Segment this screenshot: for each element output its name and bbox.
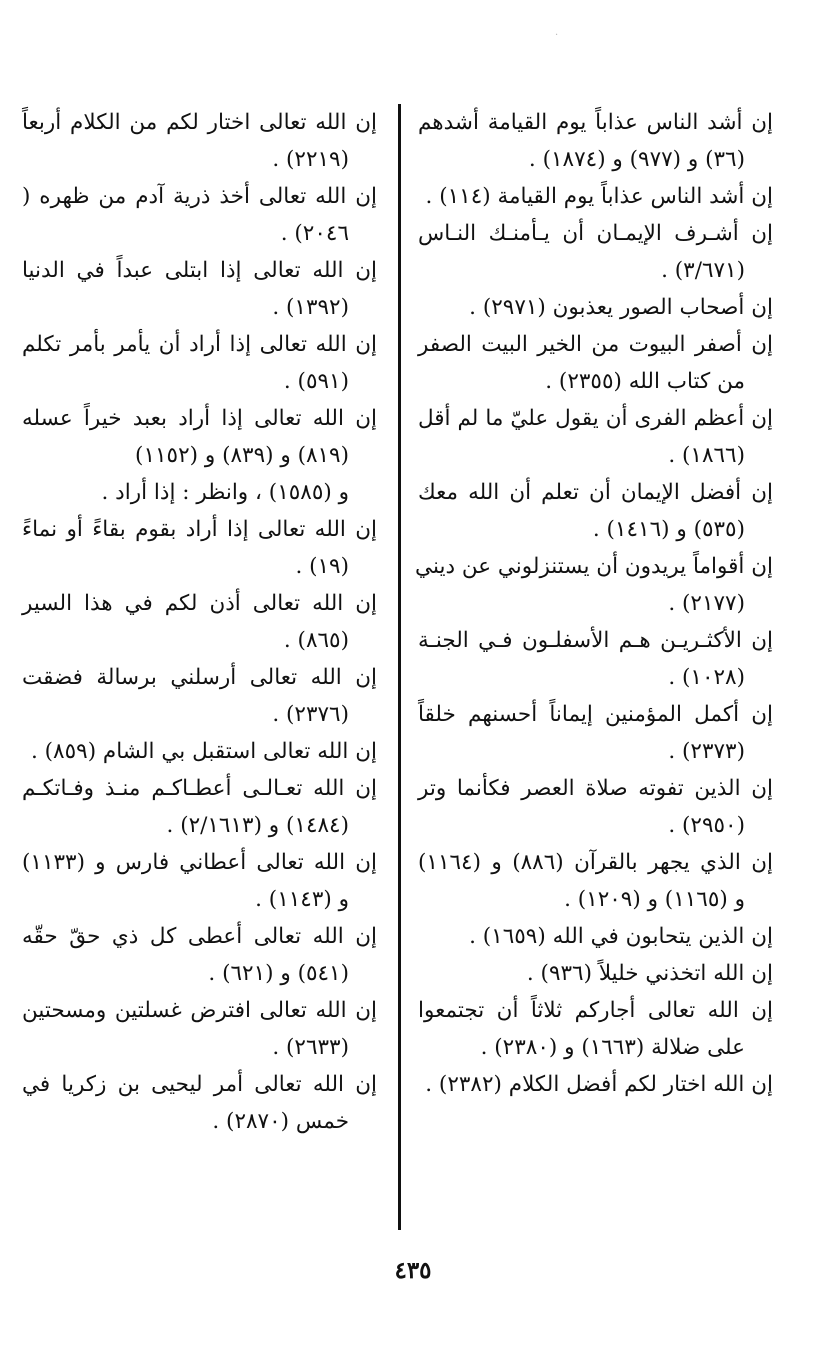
index-entry xyxy=(418,289,773,326)
column-divider xyxy=(398,104,401,1230)
entry-text: إن أشـرف الإيمـان أن يـأمنـك النـاس xyxy=(418,221,773,246)
index-entry xyxy=(418,770,773,844)
index-entry xyxy=(418,104,773,178)
index-entry xyxy=(22,326,377,400)
entry-text: إن الله تعالى إذا أراد بعبد خيراً عسله xyxy=(22,406,377,431)
page-number: ٤٣٥ xyxy=(394,1257,432,1284)
entry-text: إن الله تعالى إذا ابتلى عبداً في الدنيا xyxy=(22,258,377,283)
entry-reference: (١٣٩٢) . xyxy=(272,295,349,320)
entry-text: إن الله تعالى اختار لكم من الكلام أربعاً xyxy=(22,110,377,135)
index-entry xyxy=(22,918,377,992)
entry-reference: و (١٥٨٥) ، وانظر : إذا أراد . xyxy=(101,480,349,505)
entry-reference: (١٩) . xyxy=(295,554,349,579)
entry-text: إن أعظم الفرى أن يقول عليّ ما لم أقل xyxy=(418,406,773,431)
entry-text: إن الذي يجهر بالقرآن (٨٨٦) و (١١٦٤) xyxy=(418,850,773,875)
entry-reference: (٨٦٥) . xyxy=(283,628,349,653)
entry-reference: (٥٤١) و (٦٢١) . xyxy=(208,961,349,986)
index-entry xyxy=(418,955,773,992)
index-entry xyxy=(22,1066,377,1140)
entry-text: إن الله تعالى أرسلني برسالة فضقت xyxy=(22,665,377,690)
index-entry xyxy=(22,585,377,659)
entry-text: إن الله اختار لكم أفضل الكلام (٢٣٨٢) . xyxy=(425,1072,773,1097)
entry-reference: (١٤٨٤) و (٢/١٦١٣) . xyxy=(166,813,349,838)
entry-text: إن الله تعالى أخذ ذرية آدم من ظهره ( xyxy=(22,184,377,209)
entry-reference: (٢٢١٩) . xyxy=(272,147,349,172)
entry-text: إن الله تعالى أذن لكم في هذا السير xyxy=(22,591,377,616)
index-column-right xyxy=(415,104,773,1103)
entry-reference: و (١١٤٣) . xyxy=(255,887,349,912)
index-entry xyxy=(22,104,377,178)
index-entry xyxy=(22,992,377,1066)
entry-text: إن أشد الناس عذاباً يوم القيامة (١١٤) . xyxy=(425,184,773,209)
entry-text: إن أصفر البيوت من الخير البيت الصفر xyxy=(418,332,773,357)
index-column-left xyxy=(22,104,377,1140)
index-entry xyxy=(418,215,773,289)
entry-text: إن الله تعالى إذا أراد أن يأمر بأمر تكلم xyxy=(22,332,377,357)
top-mark: · xyxy=(555,30,559,41)
entry-text: إن الله تعالى أعطى كل ذي حقّ حقّه xyxy=(22,924,377,949)
index-entry xyxy=(418,622,773,696)
index-entry xyxy=(22,733,377,770)
entry-text: إن أقواماً يريدون أن يستنزلوني عن ديني xyxy=(415,554,773,579)
entry-reference: (٢٩٥٠) . xyxy=(668,813,745,838)
index-entry xyxy=(418,474,773,548)
entry-reference: ٢٠٤٦) . xyxy=(280,221,349,246)
entry-reference: (٣/٦٧١) . xyxy=(661,258,745,283)
entry-text: إن الله تعالى افترض غسلتين ومسحتين xyxy=(22,998,377,1023)
entry-reference: من كتاب الله (٢٣٥٥) . xyxy=(545,369,745,394)
entry-text: إن أكمل المؤمنين إيماناً أحسنهم خلقاً xyxy=(418,702,773,727)
index-entry xyxy=(418,918,773,955)
entry-text: إن الله اتخذني خليلاً (٩٣٦) . xyxy=(526,961,773,986)
entry-reference: (٥٣٥) و (١٤١٦) . xyxy=(592,517,745,542)
index-entry xyxy=(22,770,377,844)
index-entry xyxy=(418,992,773,1066)
index-entry xyxy=(418,178,773,215)
entry-text: إن أشد الناس عذاباً يوم القيامة أشدهم xyxy=(418,110,773,135)
entry-text: إن الذين تفوته صلاة العصر فكأنما وتر xyxy=(418,776,773,801)
entry-reference: و (١١٦٥) و (١٢٠٩) . xyxy=(564,887,745,912)
entry-reference: خمس (٢٨٧٠) . xyxy=(212,1109,349,1134)
entry-text: إن الله تعـالـى أعطـاكـم منـذ وفـاتكـم xyxy=(22,776,377,801)
index-entry xyxy=(22,659,377,733)
index-entry xyxy=(418,400,773,474)
entry-reference: (٢٣٧٦) . xyxy=(272,702,349,727)
entry-text: إن الله تعالى أجاركم ثلاثاً أن تجتمعوا xyxy=(418,998,773,1023)
entry-reference: (١٠٢٨) . xyxy=(668,665,745,690)
entry-reference: (٨١٩) و (٨٣٩) و (١١٥٢) xyxy=(135,443,349,468)
index-entry xyxy=(415,548,773,622)
entry-reference: على ضلالة (١٦٦٣) و (٢٣٨٠) . xyxy=(480,1035,745,1060)
index-entry xyxy=(22,178,377,252)
entry-text: إن الله تعالى أعطاني فارس و (١١٣٣) xyxy=(22,850,377,875)
index-entry xyxy=(418,326,773,400)
entry-reference: (١٨٦٦) . xyxy=(668,443,745,468)
entry-reference: (٢٣٧٣) . xyxy=(668,739,745,764)
index-entry xyxy=(418,1066,773,1103)
index-entry xyxy=(418,844,773,918)
entry-text: إن الذين يتحابون في الله (١٦٥٩) . xyxy=(469,924,773,949)
entry-reference: (٣٦) و (٩٧٧) و (١٨٧٤) . xyxy=(528,147,745,172)
entry-reference: (٥٩١) . xyxy=(283,369,349,394)
entry-reference: (٢٦٣٣) . xyxy=(272,1035,349,1060)
entry-text: إن أفضل الإيمان أن تعلم أن الله معك xyxy=(418,480,773,505)
entry-text: إن الله تعالى أمر ليحيى بن زكريا في xyxy=(22,1072,377,1097)
index-entry xyxy=(22,252,377,326)
entry-text: إن أصحاب الصور يعذبون (٢٩٧١) . xyxy=(469,295,773,320)
index-entry xyxy=(22,844,377,918)
entry-text: إن الله تعالى استقبل بي الشام (٨٥٩) . xyxy=(30,739,377,764)
entry-text: إن الأكثـريـن هـم الأسفلـون فـي الجنـة xyxy=(418,628,773,653)
index-entry xyxy=(418,696,773,770)
index-entry xyxy=(22,511,377,585)
entry-text: إن الله تعالى إذا أراد بقوم بقاءً أو نماءً xyxy=(22,517,377,542)
entry-reference: (٢١٧٧) . xyxy=(668,591,745,616)
index-entry xyxy=(22,400,377,511)
